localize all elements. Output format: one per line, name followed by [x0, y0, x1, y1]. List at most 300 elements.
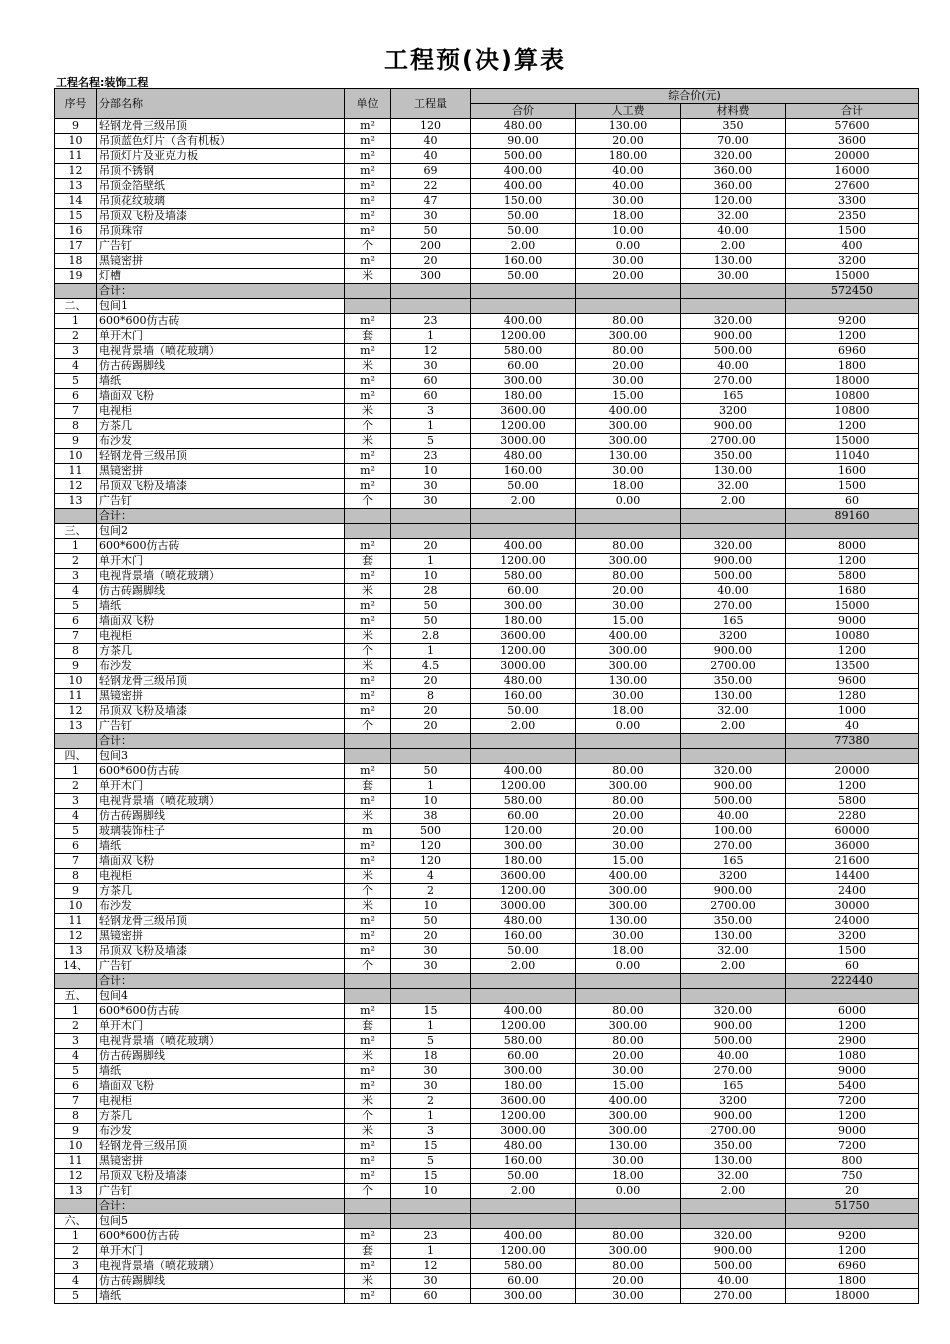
- row-no: 19: [55, 269, 97, 284]
- row-no: [55, 509, 97, 524]
- row-material: 320.00: [681, 764, 786, 779]
- row-labor: 80.00: [576, 794, 681, 809]
- subtotal-row: [55, 1199, 919, 1214]
- row-qty: 60: [391, 374, 471, 389]
- row-qty: 30: [391, 1064, 471, 1079]
- row-no: 3: [55, 1034, 97, 1049]
- row-unit-price: 480.00: [471, 914, 576, 929]
- row-unit: m²: [345, 479, 391, 494]
- row-name: 布沙发: [97, 1124, 345, 1139]
- row-qty: 10: [391, 464, 471, 479]
- row-no: 10: [55, 1139, 97, 1154]
- row-unit: m²: [345, 1229, 391, 1244]
- row-unit: m²: [345, 224, 391, 239]
- section-cell: [681, 299, 786, 314]
- row-qty: 3: [391, 404, 471, 419]
- row-name: 合计：: [97, 734, 345, 749]
- row-qty: 15: [391, 1169, 471, 1184]
- row-no: 12: [55, 479, 97, 494]
- row-labor: 30.00: [576, 689, 681, 704]
- row-qty: 30: [391, 1274, 471, 1289]
- row-total: 30000: [786, 899, 919, 914]
- row-unit-price: 2.00: [471, 719, 576, 734]
- table-row: [55, 1289, 919, 1304]
- row-qty: 50: [391, 914, 471, 929]
- row-no: 5: [55, 1289, 97, 1304]
- row-material: 40.00: [681, 359, 786, 374]
- row-no: 14、: [55, 959, 97, 974]
- table-row: [55, 704, 919, 719]
- row-name: 电视柜: [97, 869, 345, 884]
- row-total: 1800: [786, 1274, 919, 1289]
- row-name: 600*600仿古砖: [97, 764, 345, 779]
- row-unit-price: 3000.00: [471, 659, 576, 674]
- section-cell: [471, 749, 576, 764]
- section-name: 包间1: [97, 299, 345, 314]
- section-name: 包间5: [97, 1214, 345, 1229]
- row-total: 20000: [786, 764, 919, 779]
- row-no: 5: [55, 1064, 97, 1079]
- row-no: 10: [55, 449, 97, 464]
- table-row: [55, 629, 919, 644]
- row-total: 57600: [786, 119, 919, 134]
- row-total: 14400: [786, 869, 919, 884]
- row-total: 18000: [786, 1289, 919, 1304]
- table-row: [55, 194, 919, 209]
- section-cell: [786, 524, 919, 539]
- row-unit-price: 160.00: [471, 929, 576, 944]
- row-unit-price: 50.00: [471, 704, 576, 719]
- row-material: 270.00: [681, 1289, 786, 1304]
- section-cell: [345, 749, 391, 764]
- row-unit: m²: [345, 134, 391, 149]
- row-no: 10: [55, 674, 97, 689]
- row-qty: 30: [391, 959, 471, 974]
- row-labor: 80.00: [576, 764, 681, 779]
- row-labor: 400.00: [576, 629, 681, 644]
- row-total: 6000: [786, 1004, 919, 1019]
- row-labor: 130.00: [576, 119, 681, 134]
- row-name: 方茶几: [97, 1109, 345, 1124]
- row-unit-price: 480.00: [471, 674, 576, 689]
- row-unit: 米: [345, 629, 391, 644]
- row-qty: 15: [391, 1139, 471, 1154]
- row-labor: 80.00: [576, 1034, 681, 1049]
- row-labor: [576, 734, 681, 749]
- row-unit: [345, 734, 391, 749]
- table-row: [55, 584, 919, 599]
- table-body: [55, 119, 919, 1304]
- row-unit: 个: [345, 959, 391, 974]
- row-qty: 10: [391, 569, 471, 584]
- row-unit: m²: [345, 1169, 391, 1184]
- row-unit-price: 400.00: [471, 1229, 576, 1244]
- row-labor: 80.00: [576, 344, 681, 359]
- row-no: 6: [55, 389, 97, 404]
- row-no: 15: [55, 209, 97, 224]
- row-total: 8000: [786, 539, 919, 554]
- row-total: 6960: [786, 344, 919, 359]
- table-row: [55, 239, 919, 254]
- table-row: [55, 209, 919, 224]
- row-qty: 1: [391, 1244, 471, 1259]
- row-name: 布沙发: [97, 659, 345, 674]
- row-qty: 1: [391, 644, 471, 659]
- section-no: 四、: [55, 749, 97, 764]
- row-qty: 1: [391, 1019, 471, 1034]
- row-name: 合计：: [97, 509, 345, 524]
- table-row: [55, 1094, 919, 1109]
- row-material: 900.00: [681, 884, 786, 899]
- row-qty: 30: [391, 209, 471, 224]
- row-total: 21600: [786, 854, 919, 869]
- row-name: 广告钉: [97, 239, 345, 254]
- table-row: [55, 1229, 919, 1244]
- row-unit-price: 1200.00: [471, 1019, 576, 1034]
- row-unit: m²: [345, 179, 391, 194]
- row-unit-price: 3600.00: [471, 869, 576, 884]
- row-unit: [345, 509, 391, 524]
- row-unit: m²: [345, 209, 391, 224]
- table-row: [55, 404, 919, 419]
- row-material: 2.00: [681, 239, 786, 254]
- row-unit: 套: [345, 779, 391, 794]
- row-labor: 15.00: [576, 1079, 681, 1094]
- row-unit: 个: [345, 884, 391, 899]
- row-unit-price: 1200.00: [471, 1244, 576, 1259]
- row-material: 32.00: [681, 704, 786, 719]
- row-material: 40.00: [681, 1049, 786, 1064]
- row-qty: 50: [391, 764, 471, 779]
- row-total: 60000: [786, 824, 919, 839]
- row-unit-price: 3000.00: [471, 434, 576, 449]
- header-price-group: 综合价(元): [471, 89, 919, 104]
- row-qty: 20: [391, 539, 471, 554]
- row-name: 轻钢龙骨三级吊顶: [97, 449, 345, 464]
- row-qty: 50: [391, 224, 471, 239]
- header-no: 序号: [55, 89, 97, 119]
- row-qty: 8: [391, 689, 471, 704]
- row-unit: m²: [345, 1289, 391, 1304]
- section-cell: [576, 524, 681, 539]
- row-unit: m²: [345, 194, 391, 209]
- row-name: 布沙发: [97, 434, 345, 449]
- row-unit-price: 1200.00: [471, 1109, 576, 1124]
- row-name: 电视柜: [97, 1094, 345, 1109]
- row-no: 13: [55, 494, 97, 509]
- row-labor: 20.00: [576, 134, 681, 149]
- table-row: [55, 224, 919, 239]
- row-material: 40.00: [681, 1274, 786, 1289]
- row-qty: 28: [391, 584, 471, 599]
- row-labor: 0.00: [576, 494, 681, 509]
- row-material: 900.00: [681, 644, 786, 659]
- row-unit: m²: [345, 764, 391, 779]
- table-row: [55, 179, 919, 194]
- row-material: 320.00: [681, 539, 786, 554]
- section-cell: [681, 749, 786, 764]
- section-cell: [576, 299, 681, 314]
- row-unit: 米: [345, 404, 391, 419]
- row-total: 5800: [786, 569, 919, 584]
- row-unit: 个: [345, 494, 391, 509]
- row-name: 吊顶双飞粉及墙漆: [97, 1169, 345, 1184]
- row-name: 广告钉: [97, 959, 345, 974]
- table-row: [55, 1109, 919, 1124]
- row-total: 15000: [786, 434, 919, 449]
- row-labor: 80.00: [576, 539, 681, 554]
- table-row: [55, 869, 919, 884]
- row-total: 60: [786, 494, 919, 509]
- row-unit-price: 60.00: [471, 809, 576, 824]
- row-qty: 20: [391, 254, 471, 269]
- row-material: [681, 734, 786, 749]
- section-name: 包间3: [97, 749, 345, 764]
- row-unit: 米: [345, 809, 391, 824]
- row-no: 13: [55, 719, 97, 734]
- section-header-row: [55, 524, 919, 539]
- row-name: 墙纸: [97, 839, 345, 854]
- table-row: [55, 539, 919, 554]
- row-name: 广告钉: [97, 1184, 345, 1199]
- section-cell: [786, 749, 919, 764]
- row-unit-price: 60.00: [471, 584, 576, 599]
- row-material: 900.00: [681, 1244, 786, 1259]
- row-unit-price: 2.00: [471, 1184, 576, 1199]
- row-name: 吊顶双飞粉及墙漆: [97, 209, 345, 224]
- row-unit: 米: [345, 869, 391, 884]
- row-total: 572450: [786, 284, 919, 299]
- row-name: 黑镜密拼: [97, 464, 345, 479]
- row-total: 24000: [786, 914, 919, 929]
- row-labor: 20.00: [576, 584, 681, 599]
- table-row: [55, 929, 919, 944]
- section-no: 五、: [55, 989, 97, 1004]
- row-labor: 30.00: [576, 194, 681, 209]
- row-material: 165: [681, 1079, 786, 1094]
- row-labor: 400.00: [576, 404, 681, 419]
- row-unit: 个: [345, 1109, 391, 1124]
- row-name: 墙纸: [97, 1289, 345, 1304]
- row-qty: 30: [391, 1079, 471, 1094]
- table-row: [55, 839, 919, 854]
- row-total: 1200: [786, 1019, 919, 1034]
- row-no: [55, 734, 97, 749]
- row-total: 77380: [786, 734, 919, 749]
- table-row: [55, 479, 919, 494]
- row-qty: [391, 509, 471, 524]
- row-qty: 5: [391, 1034, 471, 1049]
- section-cell: [345, 1214, 391, 1229]
- row-labor: 40.00: [576, 179, 681, 194]
- row-name: 仿古砖踢脚线: [97, 359, 345, 374]
- row-name: 仿古砖踢脚线: [97, 1274, 345, 1289]
- row-material: 320.00: [681, 1229, 786, 1244]
- row-name: 轻钢龙骨三级吊顶: [97, 1139, 345, 1154]
- row-material: 32.00: [681, 944, 786, 959]
- row-labor: 30.00: [576, 839, 681, 854]
- row-qty: 18: [391, 1049, 471, 1064]
- row-no: 8: [55, 869, 97, 884]
- row-no: 11: [55, 464, 97, 479]
- row-no: 18: [55, 254, 97, 269]
- row-unit-price: 1200.00: [471, 884, 576, 899]
- row-no: 9: [55, 1124, 97, 1139]
- row-material: 2.00: [681, 959, 786, 974]
- row-unit-price: 50.00: [471, 269, 576, 284]
- row-name: 吊顶不锈钢: [97, 164, 345, 179]
- table-row: [55, 689, 919, 704]
- row-no: 2: [55, 779, 97, 794]
- row-material: 270.00: [681, 839, 786, 854]
- row-unit: [345, 284, 391, 299]
- row-qty: [391, 1199, 471, 1214]
- row-total: 1500: [786, 224, 919, 239]
- row-name: 灯槽: [97, 269, 345, 284]
- row-unit: 米: [345, 1124, 391, 1139]
- row-total: 10080: [786, 629, 919, 644]
- row-name: 电视背景墙（喷花玻璃）: [97, 1259, 345, 1274]
- row-qty: 30: [391, 494, 471, 509]
- row-unit-price: 300.00: [471, 1289, 576, 1304]
- row-labor: 300.00: [576, 884, 681, 899]
- table-row: [55, 764, 919, 779]
- row-unit-price: 400.00: [471, 1004, 576, 1019]
- table-row: [55, 914, 919, 929]
- row-total: 89160: [786, 509, 919, 524]
- row-labor: [576, 1199, 681, 1214]
- row-total: 9000: [786, 1064, 919, 1079]
- row-unit: m²: [345, 1064, 391, 1079]
- row-labor: 15.00: [576, 389, 681, 404]
- row-material: 40.00: [681, 809, 786, 824]
- row-unit: [345, 974, 391, 989]
- row-unit: m²: [345, 1034, 391, 1049]
- section-name: 包间2: [97, 524, 345, 539]
- row-material: 320.00: [681, 314, 786, 329]
- row-qty: 200: [391, 239, 471, 254]
- row-unit-price: 580.00: [471, 344, 576, 359]
- section-cell: [576, 989, 681, 1004]
- row-no: [55, 974, 97, 989]
- header-total: 合计: [786, 104, 919, 119]
- row-material: 30.00: [681, 269, 786, 284]
- row-material: [681, 1199, 786, 1214]
- row-unit-price: 50.00: [471, 479, 576, 494]
- row-name: 仿古砖踢脚线: [97, 584, 345, 599]
- row-labor: 80.00: [576, 314, 681, 329]
- row-qty: 60: [391, 389, 471, 404]
- row-name: 600*600仿古砖: [97, 1004, 345, 1019]
- row-total: 51750: [786, 1199, 919, 1214]
- row-no: 3: [55, 569, 97, 584]
- row-unit-price: 50.00: [471, 209, 576, 224]
- row-unit: m²: [345, 539, 391, 554]
- row-qty: 20: [391, 719, 471, 734]
- row-no: 3: [55, 344, 97, 359]
- row-labor: 18.00: [576, 704, 681, 719]
- project-name: 工程名程:装饰工程: [56, 76, 149, 89]
- row-labor: 20.00: [576, 359, 681, 374]
- row-no: 3: [55, 1259, 97, 1274]
- row-total: 1200: [786, 554, 919, 569]
- row-name: 方茶几: [97, 419, 345, 434]
- row-total: 18000: [786, 374, 919, 389]
- row-unit: m²: [345, 1154, 391, 1169]
- table-row: [55, 1004, 919, 1019]
- row-material: 32.00: [681, 479, 786, 494]
- row-name: 单开木门: [97, 329, 345, 344]
- row-material: 900.00: [681, 1109, 786, 1124]
- row-unit-price: 480.00: [471, 119, 576, 134]
- estimate-table: [54, 88, 919, 1304]
- row-no: 10: [55, 134, 97, 149]
- row-no: 8: [55, 644, 97, 659]
- row-qty: 4.5: [391, 659, 471, 674]
- row-name: 黑镜密拼: [97, 1154, 345, 1169]
- row-total: 7200: [786, 1139, 919, 1154]
- row-unit-price: 2.00: [471, 239, 576, 254]
- row-material: 500.00: [681, 569, 786, 584]
- row-no: 2: [55, 329, 97, 344]
- row-total: 20000: [786, 149, 919, 164]
- row-name: 墙面双飞粉: [97, 389, 345, 404]
- row-total: 2400: [786, 884, 919, 899]
- row-name: 吊顶灯片及亚克力板: [97, 149, 345, 164]
- table-row: [55, 1274, 919, 1289]
- row-labor: 300.00: [576, 659, 681, 674]
- row-qty: 1: [391, 329, 471, 344]
- row-name: 轻钢龙骨三级吊顶: [97, 119, 345, 134]
- row-material: 350: [681, 119, 786, 134]
- table-row: [55, 674, 919, 689]
- row-unit-price: 1200.00: [471, 419, 576, 434]
- row-name: 墙纸: [97, 599, 345, 614]
- section-cell: [391, 749, 471, 764]
- row-labor: [576, 284, 681, 299]
- row-unit-price: 3600.00: [471, 629, 576, 644]
- row-qty: 38: [391, 809, 471, 824]
- row-material: 130.00: [681, 254, 786, 269]
- row-name: 单开木门: [97, 1244, 345, 1259]
- row-unit-price: 1200.00: [471, 554, 576, 569]
- row-labor: 30.00: [576, 374, 681, 389]
- row-no: 2: [55, 554, 97, 569]
- table-row: [55, 1184, 919, 1199]
- row-labor: 300.00: [576, 1109, 681, 1124]
- row-unit-price: 160.00: [471, 254, 576, 269]
- row-name: 600*600仿古砖: [97, 539, 345, 554]
- row-name: 黑镜密拼: [97, 254, 345, 269]
- row-material: 2.00: [681, 494, 786, 509]
- row-unit: m²: [345, 944, 391, 959]
- row-no: 2: [55, 1019, 97, 1034]
- row-qty: 1: [391, 779, 471, 794]
- row-no: 14: [55, 194, 97, 209]
- table-row: [55, 809, 919, 824]
- row-material: 2700.00: [681, 659, 786, 674]
- section-cell: [471, 299, 576, 314]
- row-material: 900.00: [681, 554, 786, 569]
- row-total: 2280: [786, 809, 919, 824]
- row-total: 1680: [786, 584, 919, 599]
- row-unit-price: 3600.00: [471, 404, 576, 419]
- row-no: 12: [55, 704, 97, 719]
- row-material: 165: [681, 389, 786, 404]
- row-name: 合计：: [97, 974, 345, 989]
- row-name: 600*600仿古砖: [97, 1229, 345, 1244]
- row-unit: 套: [345, 554, 391, 569]
